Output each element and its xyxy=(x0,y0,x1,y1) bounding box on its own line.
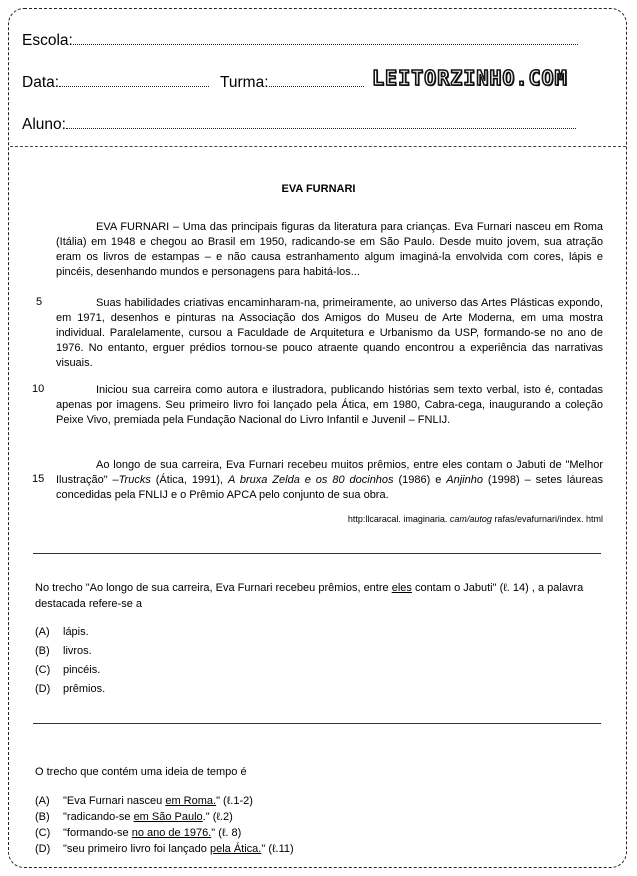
q2-option-b-post: ." (ℓ.2) xyxy=(202,811,233,823)
paragraph-4-text-c: (1986) e xyxy=(393,474,447,486)
student-line[interactable] xyxy=(66,116,576,129)
book-title-trucks: Trucks xyxy=(118,474,151,486)
paragraph-4-text-d: (1998) – setes láureas concedidas pela FNLIJ e o Prêmio APCA pelo conjunto de sua obra. xyxy=(56,474,603,501)
student-label: Aluno: xyxy=(22,116,66,133)
q2-option-a-underlined: em Roma. xyxy=(165,795,217,807)
paragraph-1 xyxy=(56,220,603,280)
source-a: http:llcaracal. imaginaria. xyxy=(347,514,450,524)
book-title-bruxa-zelda: A bruxa Zelda e os 80 docinhos xyxy=(228,474,394,486)
q2-option-b[interactable] xyxy=(35,811,233,823)
source-b: cam/autog xyxy=(449,514,492,524)
paragraph-4-text-a: Ao longo de sua carreira, Eva Furnari recebeu muitos prêmios, entre eles contam o Jabuti de "Melhor Ilustração" – xyxy=(56,459,603,486)
q2-option-b-letter: (B) xyxy=(35,811,50,823)
q2-option-c-pre: "formando-se xyxy=(63,827,132,839)
q2-option-c-underlined: no ano de 1976. xyxy=(131,827,212,839)
question-2: O trecho que contém uma ideia de tempo é xyxy=(35,766,247,778)
source-citation xyxy=(348,514,603,524)
class-label: Turma: xyxy=(220,74,269,91)
q2-option-a-pre: "Eva Furnari nasceu xyxy=(63,795,166,807)
paragraph-4 xyxy=(56,458,603,503)
q2-option-d-letter: (D) xyxy=(35,843,51,855)
school-label: Escola: xyxy=(22,32,73,49)
question-1 xyxy=(35,580,603,612)
q1-option-c-text: pincéis. xyxy=(63,664,101,676)
school-line[interactable] xyxy=(73,32,578,45)
q2-option-c-letter: (C) xyxy=(35,827,51,839)
q1-option-d-text: prêmios. xyxy=(63,683,106,695)
q2-option-a[interactable] xyxy=(35,795,253,807)
q1-option-a[interactable] xyxy=(35,626,89,638)
q2-option-b-underlined: em São Paulo xyxy=(133,811,203,823)
paragraph-4-text-b: (Ática, 1991), xyxy=(150,474,228,486)
header-separator xyxy=(10,146,626,147)
q1-option-b-text: livros. xyxy=(63,645,92,657)
date-line[interactable] xyxy=(59,74,209,87)
q2-option-a-post: " (ℓ.1-2) xyxy=(216,795,253,807)
paragraph-2-text: Suas habilidades criativas encaminharam-na, primeiramente, ao universo das Artes Plásticas expondo, em 1971, desenhos e pinturas na Associação dos Amigos do Museu de Arte Moderna, em uma mostra individual. Paralelamente, cursou a Faculdade de Arquitetura e Urbanismo da USP, formando-se no ano de 1976. No entanto, erguer prédios tornou-se pouco atraente quando encontrou a experiência das narrativas visuais. xyxy=(56,297,603,369)
q2-option-d[interactable] xyxy=(35,843,294,855)
question-1-suffix: contam o Jabuti" (ℓ. 14) , a palavra destacada refere-se a xyxy=(35,582,584,610)
question-1-prefix: No trecho "Ao longo de sua carreira, Eva Furnari recebeu prêmios, entre xyxy=(35,582,392,594)
q1-option-d-letter: (D) xyxy=(35,683,51,695)
paragraph-3-text: Iniciou sua carreira como autora e ilustradora, publicando histórias sem texto verbal, isto é, contadas apenas por imagens. Seu primeiro livro foi lançado pela Ática, em 1980, Cabra-cega, inaugurando a coleção Peixe Vivo, premiada pela Fundação Nacional do Livro Infantil e Juvenil – FNLIJ. xyxy=(56,384,603,426)
line-number-10: 10 xyxy=(32,383,45,395)
class-field xyxy=(220,74,364,92)
text-title: EVA FURNARI xyxy=(281,183,356,195)
q2-option-c-post: " (ℓ. 8) xyxy=(211,827,242,839)
book-title-anjinho: Anjinho xyxy=(446,474,483,486)
worksheet-frame xyxy=(8,8,627,868)
paragraph-3 xyxy=(56,383,603,428)
question-1-highlight: eles xyxy=(391,582,412,594)
q1-option-c-letter: (C) xyxy=(35,664,51,676)
q1-option-d[interactable] xyxy=(35,683,105,695)
section-rule-1 xyxy=(33,553,601,554)
q2-option-d-pre: "seu primeiro livro foi lançado xyxy=(63,843,210,855)
q1-option-a-letter: (A) xyxy=(35,626,50,638)
line-number-5: 5 xyxy=(36,296,43,308)
q2-option-d-underlined: pela Ática. xyxy=(209,843,262,855)
q1-option-b[interactable] xyxy=(35,645,92,657)
q1-option-a-text: lápis. xyxy=(63,626,89,638)
paragraph-2 xyxy=(56,296,603,371)
class-line[interactable] xyxy=(269,74,364,87)
site-logo: LEITORZINHO.COM xyxy=(372,66,568,90)
q1-option-b-letter: (B) xyxy=(35,645,50,657)
student-field xyxy=(22,116,576,134)
q2-option-b-pre: "radicando-se xyxy=(63,811,134,823)
q2-option-c[interactable] xyxy=(35,827,241,839)
source-c: rafas/evafurnari/index. html xyxy=(491,514,603,524)
q2-option-a-letter: (A) xyxy=(35,795,50,807)
q2-option-d-post: " (ℓ.11) xyxy=(261,843,294,855)
q1-option-c[interactable] xyxy=(35,664,100,676)
paragraph-1-text: EVA FURNARI – Uma das principais figuras da literatura para crianças. Eva Furnari nasceu em Roma (Itália) em 1948 e chegou ao Brasil em 1950, radicando-se em São Paulo. Desde muito jovem, sua atração eram os livros de estampas – e não causa estranhamento algum imaginá-la envolvida com cores, lápis e pincéis, desenhando mundos e personagens para habitá-los... xyxy=(56,221,603,278)
section-rule-2 xyxy=(33,723,601,724)
date-label: Data: xyxy=(22,74,60,91)
line-number-15: 15 xyxy=(32,473,45,485)
school-field xyxy=(22,32,578,50)
date-field xyxy=(22,74,209,92)
